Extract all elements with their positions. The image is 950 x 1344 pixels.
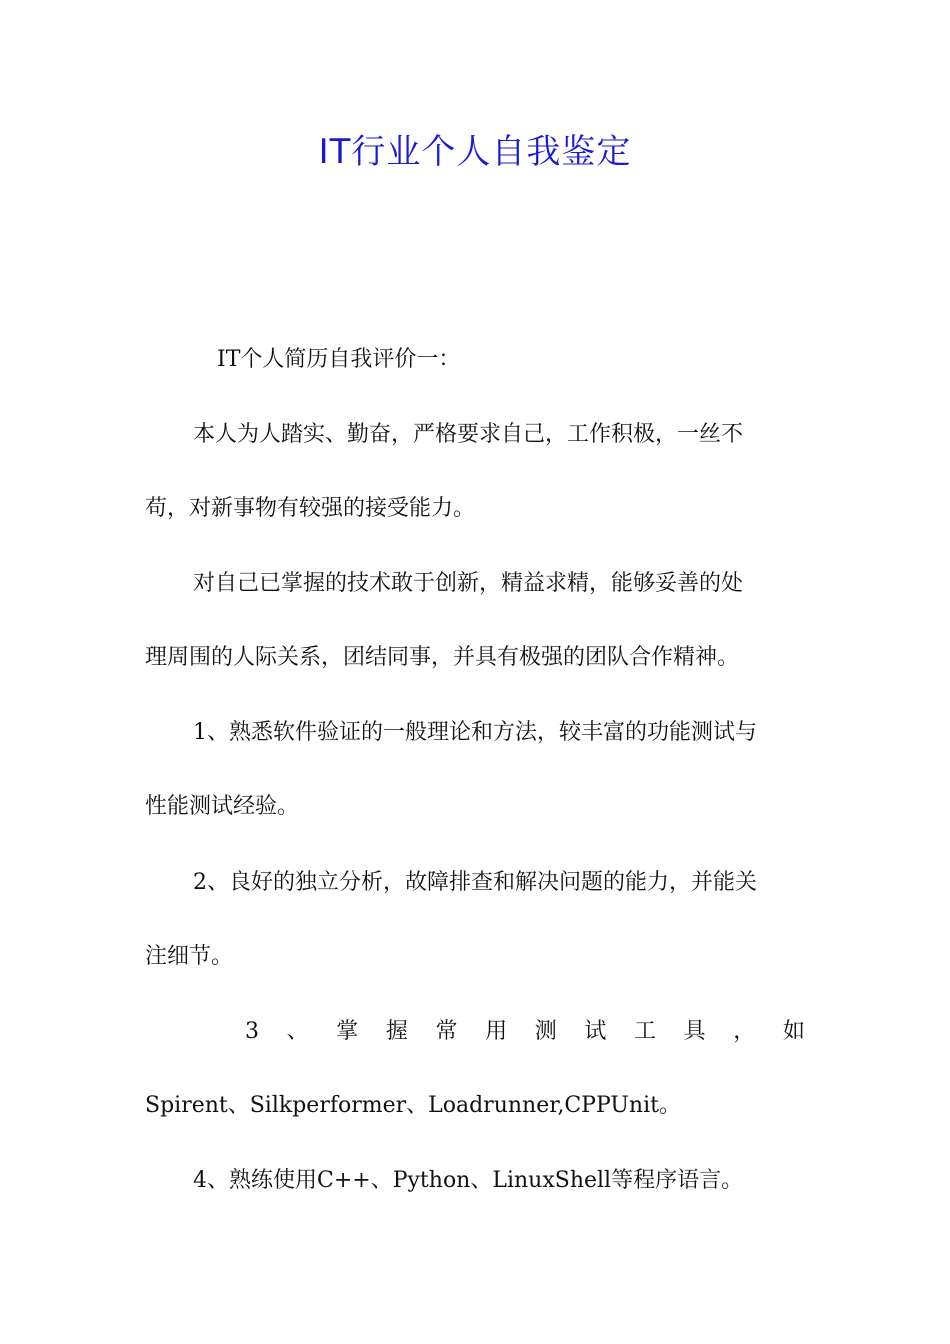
list-item-1	[145, 696, 805, 844]
list-item-1-line-2: 性能测试经验。	[145, 794, 300, 819]
paragraph-1	[145, 398, 805, 546]
paragraph-1-line-2: 苟，对新事物有较强的接受能力。	[145, 496, 476, 521]
list-item-2	[145, 846, 805, 994]
list-item-2-line-2: 注细节。	[145, 944, 234, 969]
list-item-3-char: 掌	[336, 1019, 359, 1044]
paragraph-2-line-2: 理周围的人际关系，团结同事，并具有极强的团队合作精神。	[145, 645, 740, 670]
list-item-4-line-1: 4、熟练使用C++、Python、LinuxShell等程序语言。	[193, 1168, 744, 1193]
list-item-3-char: ，	[733, 1019, 756, 1044]
paragraph-1-line-1: 本人为人踏实、勤奋，严格要求自己，工作积极，一丝不	[193, 422, 744, 447]
list-item-3-line-1	[145, 995, 805, 1069]
subheading	[145, 323, 805, 397]
list-item-2-line-1: 2、良好的独立分析，故障排查和解决问题的能力，并能关	[193, 870, 757, 895]
subheading-text: IT个人简历自我评价一：	[217, 347, 461, 372]
list-item-3-char: 常	[435, 1019, 458, 1044]
list-item-1-line-1: 1、熟悉软件验证的一般理论和方法，较丰富的功能测试与	[193, 720, 757, 745]
list-item-3-char: 用	[485, 1019, 508, 1044]
list-item-3	[145, 995, 805, 1143]
list-item-3-char: 具	[683, 1019, 706, 1044]
paragraph-2	[145, 547, 805, 695]
list-item-4	[145, 1144, 805, 1218]
list-item-3-char: 、	[286, 1019, 309, 1044]
list-item-3-char: 试	[584, 1019, 607, 1044]
list-item-3-char: 如	[782, 1019, 805, 1044]
list-item-3-char: 测	[534, 1019, 557, 1044]
list-item-3-line-2: Spirent、Silkperformer、Loadrunner,CPPUnit。	[145, 1093, 681, 1118]
list-item-3-char: 握	[385, 1019, 408, 1044]
list-item-3-char: 工	[633, 1019, 656, 1044]
paragraph-2-line-1: 对自己已掌握的技术敢于创新，精益求精，能够妥善的处	[193, 571, 744, 596]
document-title: IT行业个人自我鉴定	[318, 132, 632, 172]
list-item-3-char: 3	[245, 1019, 259, 1044]
